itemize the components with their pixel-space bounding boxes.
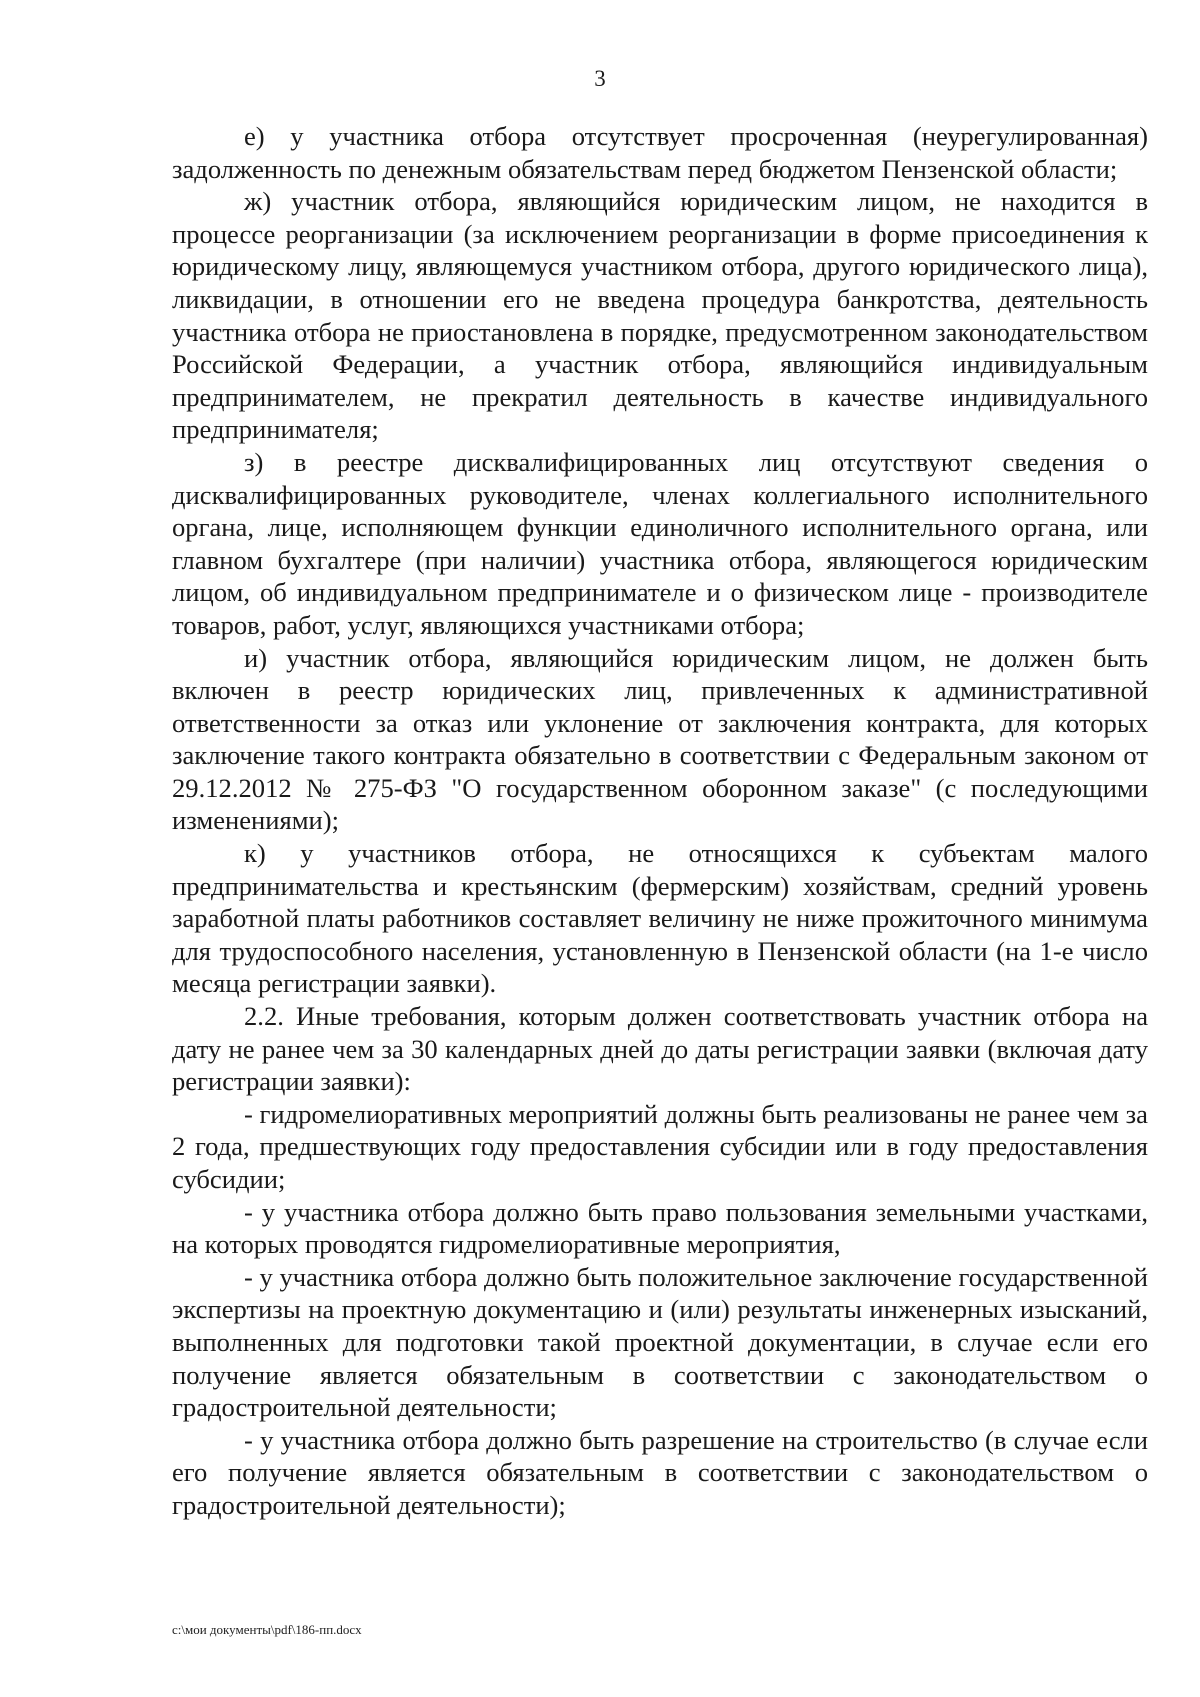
list-item-state-expertise: - у участника отбора должно быть положительное заключение государственной экспертизы на проектную документацию и (или) результаты инженерных изысканий, выполненных для подготовки такой проектной документации, в случае если его получение является обязательным в соответствии с законодательством о градостроительной деятельности; [172,1261,1148,1423]
paragraph-e: е) у участника отбора отсутствует просроченная (неурегулированная) задолженность по денежным обязательствам перед бюджетом Пензенской области; [172,121,1148,184]
paragraph-zh: ж) участник отбора, являющийся юридическим лицом, не находится в процессе реорганизации (за исключением реорганизации в форме присоединения к юридическому лицу, являющемуся участником отбора, другого юридического лица), ликвидации, в отношении его не введена процедура банкротства, деятельность участника отбора не приостановлена в порядке, предусмотренном законодательством Российской Федерации, а участник отбора, являющийся индивидуальным предпринимателем, не прекратил деятельность в качестве индивидуального предпринимателя; [172,186,1148,445]
paragraph-2-2: 2.2. Иные требования, которым должен соответствовать участник отбора на дату не ранее чем за 30 календарных дней до даты регистрации заявки (включая дату регистрации заявки): [172,1001,1148,1097]
paragraph-i: и) участник отбора, являющийся юридическим лицом, не должен быть включен в реестр юридических лиц, привлеченных к административной ответственности за отказ или уклонение от заключения контракта, для которых заключение такого контракта обязательно в соответствии с Федеральным законом от 29.12.2012 № 275-ФЗ "О государственном оборонном заказе" (с последующими изменениями); [172,642,1148,836]
paragraph-k: к) у участников отбора, не относящихся к субъектам малого предпринимательства и крестьянским (фермерским) хозяйствам, средний уровень заработной платы работников составляет величину не ниже прожиточного минимума для трудоспособного населения, установленную в Пензенской области (на 1-е число месяца регистрации заявки). [172,838,1148,999]
document-body [172,120,1148,1522]
list-item-land-rights: - у участника отбора должно быть право пользования земельными участками, на которых проводятся гидромелиоративные мероприятия, [172,1196,1148,1260]
list-item-hydro-measures: - гидромелиоративных мероприятий должны быть реализованы не ранее чем за 2 года, предшествующих году предоставления субсидии или в году предоставления субсидии; [172,1098,1148,1194]
footer-file-path: c:\мои документы\pdf\186-пп.docx [172,1622,362,1637]
page-number: 3 [594,66,606,91]
paragraph-z: з) в реестре дисквалифицированных лиц отсутствуют сведения о дисквалифицированных руководителе, членах коллегиального исполнительного органа, лице, исполняющем функции единоличного исполнительного органа, или главном бухгалтере (при наличии) участника отбора, являющегося юридическим лицом, об индивидуальном предпринимателе и о физическом лице - производителе товаров, работ, услуг, являющихся участниками отбора; [172,446,1148,640]
list-item-building-permit: - у участника отбора должно быть разрешение на строительство (в случае если его получение является обязательным в соответствии с законодательством о градостроительной деятельности); [172,1424,1148,1520]
